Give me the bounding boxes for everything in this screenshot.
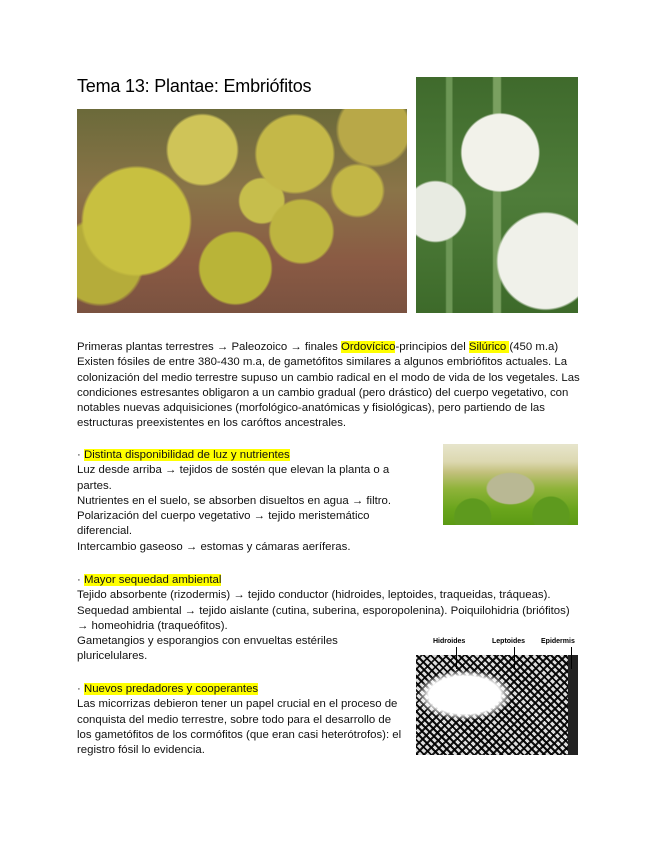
section-heading-text: Distinta disponibilidad de luz y nutrientes [83,449,290,461]
intro-paragraph [77,340,582,432]
stoma-micrograph-image [443,444,578,525]
intro-body: Existen fósiles de entre 380-430 m.a, de gametófitos similares a algunos embriófitos actuales. La colonización del medio terrestre supuso un cambio radical en el modo de vida de los vegetales. Las condiciones estresantes obligaron a un cambio gradual (pero drástico) del cuerpo vegetativo, con notables nuevas adquisiciones (morfológico-anatómicas y fisiológicas), pero partiendo de las estructuras preexistentes en los caróftos ancestrales. [77,356,580,430]
intro-text: -principios del [395,341,469,353]
micrograph [416,655,578,755]
section-line: Gametangios y esporangios con envueltas estériles pluricelulares. [77,635,338,663]
section-line: Sequedad ambiental → tejido aislante (cutina, suberina, esporopolenina). Poiquilohidria (briófitos) → homeohidria (traqueófitos). [77,604,570,632]
section-heading-text: Mayor sequedad ambiental [83,574,222,586]
highlight-ordovicico: Ordovícico [341,341,396,353]
intro-text: (450 m.a) [509,341,559,353]
intro-text: Primeras plantas terrestres → Paleozoico → finales [77,341,341,353]
label-epidermis: Epidermis [541,638,575,645]
section-dryness-narrow [77,634,382,665]
onion-flower-image [416,77,578,313]
intro-line-1 [77,340,582,355]
bullet: · [77,449,84,461]
section-line: Intercambio gaseoso → estomas y cámaras aeríferas. [77,540,351,553]
pointer-line [456,647,457,669]
section-line: Polarización del cuerpo vegetativo → tejido meristemático diferencial. [77,510,370,538]
micrograph-edge [568,655,578,755]
pointer-line [514,647,515,669]
label-hidroides: Hidroides [433,638,466,645]
section-dryness-wide [77,573,582,634]
section-heading [77,448,412,463]
cactus-image [77,109,407,313]
section-heading-text: Nuevos predadores y cooperantes [83,683,259,695]
stem-cross-section-image [416,637,578,755]
bullet: · [77,574,84,586]
section-heading [77,573,582,588]
highlight-silurico: Silúrico [468,341,510,353]
page-title: Tema 13: Plantae: Embriófitos [77,76,312,96]
pointer-line [571,647,572,669]
section-predators [77,682,407,758]
section-line: Tejido absorbente (rizodermis) → tejido conductor (hidroides, leptoides, traqueidas, tráqueas). [77,589,551,602]
section-line: Luz desde arriba → tejidos de sostén que elevan la planta o a partes. [77,464,390,492]
section-light-nutrients [77,448,412,555]
label-leptoides: Leptoides [492,638,526,645]
bullet: · [77,683,84,695]
section-heading [77,682,407,697]
section-line: Nutrientes en el suelo, se absorben disueltos en agua → filtro. [77,494,392,507]
section-line: Las micorrizas debieron tener un papel crucial en el proceso de conquista del medio terrestre, sobre todo para el desarrollo de los gametófitos de los cormófitos (que eran casi heterótrofos): el registro fósil lo evidencia. [77,698,402,757]
